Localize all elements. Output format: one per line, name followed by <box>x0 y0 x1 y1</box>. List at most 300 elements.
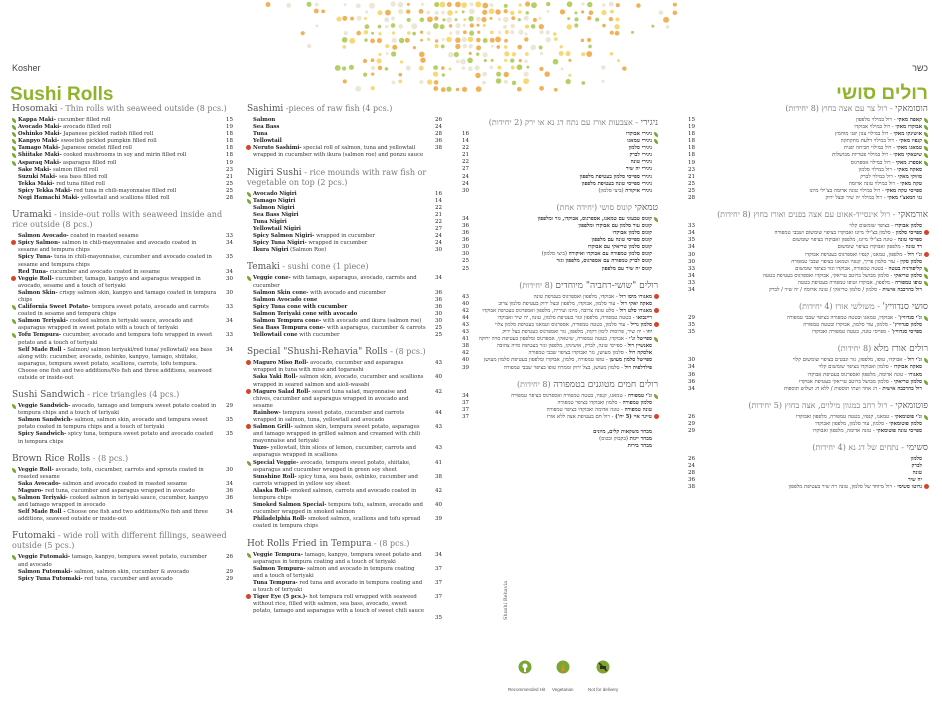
vegetarian-icon <box>247 276 251 281</box>
item-name: Spicy Tuna Futomaki- <box>18 575 83 582</box>
item-description: (בקבוק ובכוס) <box>599 436 628 443</box>
item-price: 21 <box>688 173 695 180</box>
section-gap <box>462 372 658 380</box>
menu-item <box>247 325 442 332</box>
decorative-dot <box>609 2 614 7</box>
kosher-label: Kosher <box>12 63 41 73</box>
menu-item <box>12 188 233 195</box>
decorative-dot <box>456 60 460 64</box>
vegetarian-icon <box>247 192 251 197</box>
decorative-dot <box>525 52 529 56</box>
decorative-dot <box>581 10 584 13</box>
decorative-dot <box>666 25 670 29</box>
item-description: tamago, kanpyo, tempura sweet potato and asparagus in tempura coating and a touch of teriyaki <box>253 551 422 565</box>
item-price: 34 <box>226 268 233 275</box>
decorative-dot <box>316 24 319 27</box>
item-name: Self Made Roll - <box>18 346 66 353</box>
item-name: קונוס ספייסי טונה עם מלפפון <box>591 237 652 244</box>
item-price: 39 <box>435 516 442 523</box>
menu-item <box>688 160 928 167</box>
decorative-dot <box>460 59 466 65</box>
item-name: Tofu Tempura- <box>18 332 62 339</box>
item-name: מבחר יינות <box>629 436 652 443</box>
menu-item <box>688 188 928 195</box>
item-price: 19 <box>688 124 695 131</box>
item-price: 21 <box>462 152 469 159</box>
item-price: 18 <box>226 152 233 159</box>
item-price: 40 <box>435 374 442 381</box>
decorative-dot <box>378 10 383 15</box>
item-price: 27 <box>462 166 469 173</box>
decorative-dot <box>407 18 411 22</box>
decorative-dot <box>490 3 494 7</box>
item-name: קונוס סלמון טריאקי עם אבוקדו <box>587 244 652 251</box>
item-description: - עור סלמון פריך, קנפיו וטמאגו בציפוי שבבי טמפורה <box>791 258 899 265</box>
menu-item <box>688 181 928 188</box>
decorative-dot <box>371 66 375 70</box>
item-description: - עור סלמון, אבוקדו, מלפפון ובצל ירוק בעטיפת סלמון צרוב <box>498 300 619 307</box>
decorative-dot <box>539 24 544 29</box>
section-gap <box>247 254 442 262</box>
menu-item <box>462 131 658 138</box>
menu-column-4 <box>688 104 928 492</box>
item-name: סלמון סנדוויץ' <box>893 322 922 329</box>
decorative-dot <box>476 52 479 55</box>
item-name: Salmon Teriyaki cone with avocado <box>253 310 358 317</box>
item-price: 43 <box>435 445 442 452</box>
item-price: 25 <box>462 265 469 272</box>
decorative-dot <box>440 24 445 29</box>
recommended-icon <box>924 484 929 489</box>
decorative-dot <box>406 9 410 13</box>
item-name: Spicy Tekka Maki- <box>18 187 73 194</box>
menu-item <box>462 407 658 414</box>
item-description: tempura tofu, salmon, avocado and cucumber wrapped in smoked salmon <box>253 502 423 516</box>
vegetarian-icon <box>12 161 16 166</box>
item-price: 34 <box>226 240 233 247</box>
item-name: מאגורו <box>908 371 922 378</box>
menu-item <box>12 318 233 332</box>
section-heading <box>247 539 442 549</box>
decorative-dot <box>433 65 438 70</box>
item-price: 34 <box>226 318 233 325</box>
decorative-dot <box>435 11 439 15</box>
decorative-dot <box>371 73 374 76</box>
recommended-icon <box>924 252 929 257</box>
menu-item <box>688 364 928 371</box>
item-price: 22 <box>462 159 469 166</box>
item-name: אספרג מאקי <box>895 159 922 166</box>
item-price: 38 <box>435 473 442 480</box>
decorative-dot <box>392 31 395 34</box>
recommended-icon <box>654 414 659 419</box>
item-name: סלמון <box>910 456 922 463</box>
item-price: 34 <box>435 275 442 282</box>
item-name: Sunshine Roll- <box>253 473 297 480</box>
section-gap <box>12 446 233 454</box>
decorative-dot <box>539 46 543 50</box>
item-name: Salmon Skin- <box>18 289 58 296</box>
decorative-dot <box>483 24 486 27</box>
decorative-dot <box>491 45 494 48</box>
section-description: - רול רחב במגוון מילוים, אצה בחוץ (5 יחידות) <box>748 400 893 410</box>
item-description: with cucumber <box>299 332 340 339</box>
decorative-dot <box>439 2 445 8</box>
decorative-dot <box>364 17 367 20</box>
item-name: Salmon Avocado cone <box>253 296 318 303</box>
item-name: Saka Yaki Roll- <box>253 374 298 381</box>
menu-item <box>12 233 233 240</box>
decorative-dot <box>617 59 620 62</box>
section-description: קונוס סושי (יחידה אחת) <box>556 202 633 212</box>
section-title: רולים אורז מלא <box>873 344 928 355</box>
decorative-dot <box>491 59 494 62</box>
section-heading <box>462 380 658 390</box>
item-price: 18 <box>226 138 233 145</box>
decorative-dot <box>427 38 430 41</box>
decorative-dot <box>398 2 404 8</box>
decorative-dot <box>512 81 516 85</box>
decorative-dot <box>553 32 557 36</box>
item-description: cooked salmon in teriyaki sauce, avocado and asparagus wrapped in sweet potato with a touch of teriyaki <box>18 318 193 332</box>
decorative-dot <box>567 17 570 20</box>
section-gap <box>462 195 658 203</box>
decorative-dot <box>307 2 312 7</box>
item-price: 19 <box>226 159 233 166</box>
decorative-dot <box>364 30 368 34</box>
section-heading <box>12 210 233 230</box>
decorative-dot <box>482 72 487 77</box>
recommended-icon <box>246 389 251 394</box>
decorative-dot <box>511 66 515 70</box>
item-description: cucumber and avocado coated in sesame <box>49 268 161 275</box>
vegetarian-icon <box>924 132 928 137</box>
decorative-dot <box>504 51 509 56</box>
item-name: Maguro Salad Roll- <box>253 388 311 395</box>
vegetarian-icon <box>247 199 251 204</box>
decorative-dot <box>526 66 529 69</box>
menu-item <box>247 410 442 424</box>
item-price: 30 <box>688 251 695 258</box>
section-heading <box>12 390 233 400</box>
decorative-dot <box>385 67 389 71</box>
decorative-dot <box>631 31 634 34</box>
menu-item <box>688 456 928 463</box>
item-name: ספייסי טונה <box>897 237 922 244</box>
decorative-dot <box>385 10 391 16</box>
item-name: Yellowtail <box>253 138 282 145</box>
section-description: - אצבעות אורז עם נתח דג נא או ירק (2 יחידות) <box>488 118 639 127</box>
decorative-dot <box>344 3 347 6</box>
section-heading <box>247 262 442 272</box>
item-price: 14 <box>435 197 442 204</box>
item-name: מאגורו מיסו רול <box>619 293 652 300</box>
item-name: לברק <box>911 463 922 470</box>
legend-label: Vegetarian <box>552 687 574 692</box>
item-description: wrapped in cucumber <box>308 240 368 247</box>
item-description: red tuna in chili-mayonnaise filled roll <box>73 187 177 194</box>
menu-item <box>688 195 928 202</box>
section-heading <box>462 203 658 213</box>
menu-item <box>12 195 233 202</box>
section-title: Nigiri Sushi <box>247 167 302 178</box>
recommended-icon <box>11 276 16 281</box>
item-description: salmon filled roll <box>53 166 99 173</box>
vegetarian-icon <box>12 132 16 137</box>
item-name: סאקה מאקי <box>897 166 922 173</box>
item-name: Tiger Eye (5 pcs.)- <box>253 594 308 601</box>
item-name: Tuna <box>253 131 268 138</box>
section-description: - (8 pcs.) <box>390 347 426 357</box>
item-name: טונה <box>912 470 922 477</box>
item-name: סלמון גריל <box>630 321 652 328</box>
item-price: 36 <box>462 230 469 237</box>
item-price: 42 <box>462 307 469 314</box>
decorative-dot <box>510 24 515 29</box>
section-gap <box>462 421 658 429</box>
item-description: - רול במילוי צנון יפני מוחמץ <box>834 131 892 138</box>
vegetarian-icon <box>654 217 658 222</box>
item-price: 29 <box>688 428 695 434</box>
decorative-dot <box>385 44 389 48</box>
section-title: Hosomaki <box>12 104 58 114</box>
item-name: טופו טמפורה <box>895 279 922 286</box>
decorative-dot <box>442 18 445 21</box>
item-name: California Sweet Potato- <box>18 304 91 311</box>
item-name: Alaska Roll- <box>253 487 289 494</box>
item-name: וג'י רול <box>907 357 922 364</box>
decorative-dot <box>519 3 522 6</box>
item-name: סאקה יאקי רול <box>620 300 652 307</box>
decorative-dot <box>622 66 627 71</box>
item-name: Smoked Salmon Special- <box>253 502 327 509</box>
decorative-dot <box>343 45 347 49</box>
decorative-dot <box>524 59 528 63</box>
decorative-dot <box>512 52 516 56</box>
menu-item <box>247 424 442 445</box>
decorative-dot <box>587 16 591 20</box>
item-price: 34 <box>688 385 695 392</box>
decorative-dot <box>560 45 563 48</box>
decorative-dot <box>391 23 396 28</box>
decorative-dot <box>407 31 411 35</box>
decorative-dot <box>449 24 453 28</box>
item-description: with asparagus, cucumber & carrots <box>326 325 426 332</box>
vegetarian-icon <box>924 358 928 363</box>
item-name: Tuna Tempura- <box>253 579 298 586</box>
decorative-dot <box>419 80 423 84</box>
item-price: 34 <box>462 392 469 399</box>
menu-item <box>247 474 442 488</box>
decorative-dot <box>482 3 488 9</box>
menu-item <box>462 315 658 322</box>
decorative-dot <box>546 30 550 34</box>
menu-item <box>247 374 442 388</box>
item-name: ספייסי טונה פוטומאקי <box>876 428 922 434</box>
menu-item <box>247 318 442 325</box>
item-price: 15 <box>688 117 695 123</box>
item-name: Spicy Tuna- <box>18 254 53 261</box>
item-name: קונוס סלמון אבוקדו <box>612 230 652 237</box>
decorative-dot <box>503 25 507 29</box>
menu-item <box>247 516 442 530</box>
menu-item <box>12 174 233 181</box>
decorative-dot <box>391 16 395 20</box>
item-name: ניגירי ספייסי טונה בעטיפת מלפפון <box>581 180 652 187</box>
section-gap <box>688 393 928 401</box>
vegetarian-icon <box>924 153 928 158</box>
item-price: 30 <box>226 289 233 296</box>
item-name: אושינקו מאקי <box>893 131 922 138</box>
item-price: 29 <box>226 575 233 582</box>
item-name: Rainbow- <box>253 409 281 416</box>
item-price: 26 <box>435 117 442 123</box>
decorative-dot <box>504 39 508 43</box>
menu-item <box>688 484 928 491</box>
item-description: (ביצי סלמון) <box>598 187 624 194</box>
decorative-dot <box>565 79 570 84</box>
section-title: Brown Rice Rolls <box>12 453 91 464</box>
item-description: Japanese omelet filled roll <box>61 145 132 152</box>
item-description: - עור סלמון, בטטה טמפורה, אספרגוס וטמאגו בעטיפת סלמון צלוי <box>495 321 629 328</box>
vegetarian-icon <box>924 125 928 130</box>
section-title: Sushi Sandwich <box>12 390 85 401</box>
item-price: 28 <box>226 195 233 202</box>
item-name: קנפיו מאקי <box>899 138 922 145</box>
item-price: 35 <box>688 237 695 244</box>
item-price: 19 <box>226 124 233 131</box>
item-name: ספייסי סלמון <box>895 230 922 237</box>
decorative-dot <box>490 38 495 43</box>
item-name: ניגירי טונה <box>630 159 652 166</box>
decorative-dot <box>601 80 604 83</box>
vegetarian-icon <box>247 553 251 558</box>
item-price: 34 <box>688 364 695 371</box>
item-name: Neruto Sashimi- <box>253 145 302 152</box>
page-title: Sushi Rolls <box>10 84 114 105</box>
item-description: red tuna filled roll <box>56 180 105 187</box>
item-price: 24 <box>435 240 442 247</box>
decorative-dot <box>517 45 522 50</box>
decorative-dot <box>421 3 424 6</box>
menu-item <box>12 417 233 431</box>
decorative-dot <box>554 37 558 41</box>
decorative-dot <box>574 23 578 27</box>
item-description: - סלט טונה צרובה, מיונז ועירית, מלפפון ואספרגוס בעטיפת אבוקדו <box>482 307 618 314</box>
decorative-dot <box>510 58 514 62</box>
item-name: Asparaq Maki- <box>18 159 62 166</box>
vegetarian-icon <box>924 118 928 123</box>
decorative-dot <box>378 32 381 35</box>
item-price: 33 <box>688 223 695 230</box>
item-description: - טונה אדומה ואבוקדו בציפוי טמפורה <box>546 406 623 413</box>
item-price: 29 <box>688 315 695 322</box>
item-name: Yuzo- <box>253 445 269 452</box>
item-name: וג'י סנדוויץ' <box>898 315 922 322</box>
item-name: מבחר משקאות קלים, מיונים <box>593 429 652 435</box>
item-name: Salmon Skin cone- <box>253 289 309 296</box>
section-title: הוסומאקי <box>895 104 928 114</box>
item-price: 36 <box>688 477 695 484</box>
decorative-dot <box>447 2 452 7</box>
item-name: סלמון אבוקדו <box>894 223 922 230</box>
decorative-dot <box>301 31 305 35</box>
menu-item <box>247 566 442 580</box>
decorative-dot <box>386 52 389 55</box>
item-name: סלמון פוטומאקי <box>889 420 922 427</box>
decorative-dot <box>495 9 500 14</box>
menu-item <box>247 460 442 474</box>
decorative-dot <box>586 51 592 57</box>
decorative-dot <box>411 23 417 29</box>
item-name: Veggie Futomaki- <box>18 554 71 561</box>
item-name: ספייסי סנדוויץ' <box>891 329 922 336</box>
decorative-dot <box>567 1 573 7</box>
decorative-dot <box>307 44 312 49</box>
item-description: - סלמון מעושן, בצל ירוק וממרח טופו בציפוי שבבי טמפורה <box>503 364 623 371</box>
item-price: 34 <box>688 230 695 237</box>
section-description: (8 יחידות) <box>517 379 551 389</box>
decorative-dot <box>476 17 481 22</box>
decorative-dot <box>442 73 445 76</box>
decorative-dot <box>462 10 465 13</box>
vegetarian-icon <box>654 139 658 144</box>
menu-item <box>462 181 658 188</box>
decorative-dot <box>463 24 466 27</box>
decorative-dot <box>448 52 454 58</box>
item-price: 40 <box>462 300 469 307</box>
item-price: 36 <box>435 289 442 296</box>
decorative-dot <box>314 9 319 14</box>
decorative-dot <box>482 81 486 85</box>
menu-item <box>462 188 658 195</box>
decorative-dot <box>449 68 452 71</box>
item-description: - בטטה טמפורה, אבוקדו וגזר בציפוי שומשום <box>795 265 887 272</box>
item-name: Veggie Sandwich- <box>18 403 71 410</box>
section-title: רולים חמים מטוגנים בטמפורה <box>553 379 658 390</box>
item-description: - רול במילוי יה שיר ובצל ירוק <box>825 195 886 202</box>
item-price: 34 <box>226 480 233 487</box>
decorative-dot <box>455 2 461 8</box>
item-name: Oshinko Maki- <box>18 131 62 138</box>
decorative-dot <box>498 66 502 70</box>
item-name: Negi Hamachi Maki- <box>18 195 80 202</box>
decorative-dot <box>419 52 425 58</box>
decorative-dot <box>519 59 522 62</box>
decorative-dot <box>503 17 509 23</box>
vegetarian-icon <box>12 319 16 324</box>
menu-column-2 <box>247 104 442 622</box>
item-price: 41 <box>435 459 442 466</box>
menu-item <box>12 145 233 152</box>
item-name: Maguro Miso Roll- <box>253 360 309 367</box>
decorative-dot <box>476 86 482 92</box>
decorative-dot <box>426 11 430 15</box>
item-price: 25 <box>435 332 442 339</box>
decorative-dot <box>484 59 487 62</box>
item-price: 36 <box>462 222 469 229</box>
item-price: 16 <box>462 131 469 137</box>
section-gap <box>12 523 233 531</box>
decorative-dot <box>469 9 475 15</box>
item-name: קונוס עור סלמון עם אבוקדו ומלפפון <box>578 222 652 229</box>
menu-item <box>462 258 658 265</box>
menu-item <box>688 174 928 181</box>
decorative-dot <box>419 9 424 14</box>
decorative-dot <box>342 37 348 43</box>
menu-item <box>688 152 928 159</box>
item-price: 36 <box>226 487 233 494</box>
